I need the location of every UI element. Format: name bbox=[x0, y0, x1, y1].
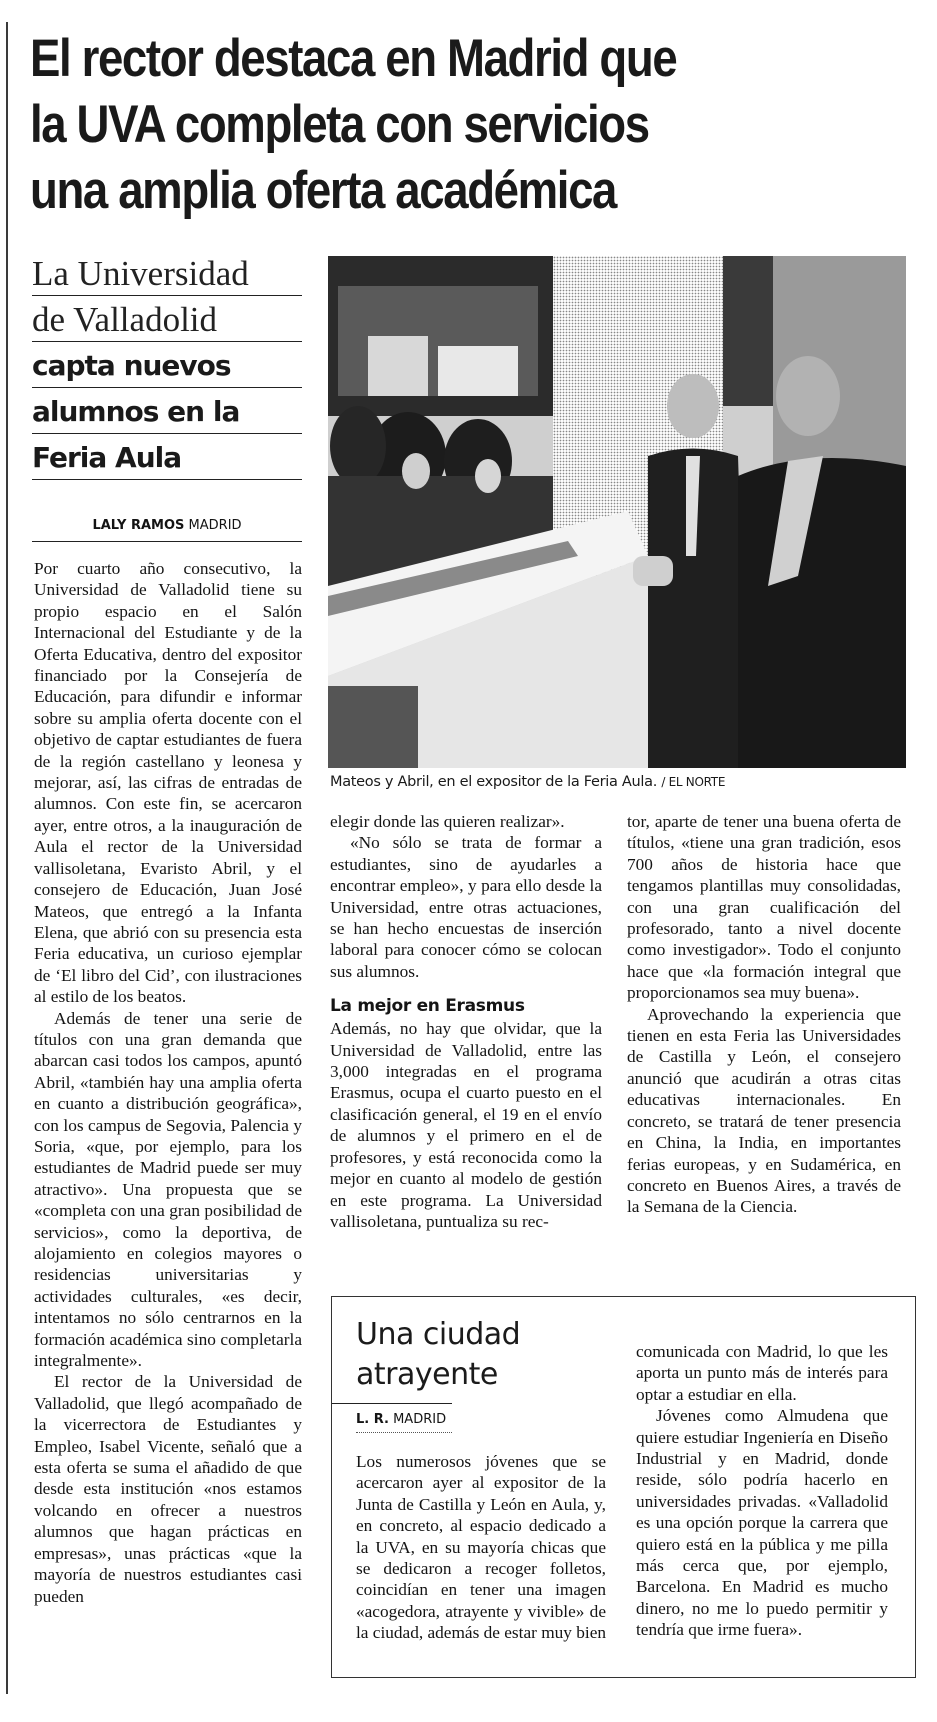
headline-line-1: El rector destaca en Madrid que bbox=[30, 29, 677, 88]
headline bbox=[30, 26, 804, 224]
paragraph: El rector de la Universidad de Valladolid, que llegó acompañado de la vicerrectora de Estudiantes y Empleo, Isabel Vicente, señaló que a esta oferta se suma el añadido de que desde esta institución «nos estamos volcando en ofrecer a nuestros alumnos que hagan prácticas en empresas», unas prácticas «que la mayoría de nuestros estudiantes casi pueden bbox=[34, 1372, 302, 1606]
deck-line: alumnos en la bbox=[32, 388, 302, 434]
paragraph: Además, no hay que olvidar, que la Universidad de Valladolid, entre las 3,000 integradas en el programa Erasmus, ocupa el cuarto puesto en el clasificación general, el 19 en el envío de alumnos y el primero en el de profesores, y está reconocida como la mejor en cuanto al modelo de gestión en este programa. La Universidad vallisoletana, puntualiza su rec- bbox=[330, 1019, 602, 1231]
paragraph: Jóvenes como Almudena que quiere estudiar Ingeniería en Diseño Industrial y en Madrid, donde reside, sólo podría hacerlo en universidades privadas. «Valladolid es una opción porque la carrera que quiero está en la pública y me pilla más cerca que, por ejemplo, Barcelona. En Madrid es mucho dinero, no me lo puedo permitir y tendría que irme fuera». bbox=[636, 1406, 888, 1640]
paragraph: Por cuarto año consecutivo, la Universidad de Valladolid tiene su propio espacio en el Salón Internacional del Estudiante y de la Oferta Educativa, dentro del expositor financiado por la Consejería de Educación, para difundir e informar sobre su amplia oferta docente con el objetivo de captar estudiantes de fuera de la región castellano y leonesa y mejorar, así, las cifras de entradas de alumnos. Con este fin, se acercaron ayer, entre otros, a la inauguración de Aula el rector de la Universidad vallisoletana, Evaristo Abril, y el consejero de Educación, Juan José Mateos, que entregó a la Infanta Elena, que abrió con su presencia esta Feria educativa, un curioso ejemplar de ‘El libro del Cid’, con ilustraciones al estilo de los beatos. bbox=[34, 559, 302, 1007]
photo-caption bbox=[330, 774, 930, 790]
byline-author: LALY RAMOS bbox=[92, 518, 185, 533]
sidebar-rule bbox=[332, 1403, 452, 1404]
left-column-rule bbox=[6, 22, 8, 1694]
sidebar-byline bbox=[356, 1408, 452, 1433]
section-subhead: La mejor en Erasmus bbox=[330, 996, 525, 1017]
byline-location: MADRID bbox=[188, 518, 242, 533]
paragraph: tor, aparte de tener una buena oferta de títulos, «tiene una gran tradición, esos 700 años de historia hace que tengamos plantillas muy consolidadas, con una gran cualificación del profesorado, tanto a nivel docente como investigador». Todo el conjunto hace que «la formación integral que proporcionamos sea muy buena». bbox=[627, 812, 901, 1003]
paragraph: Aprovechando la experiencia que tienen en esta Feria las Universidades de Castilla y León, el consejero anunció que acudirán a otras citas educativas internacionales. En concreto, se tratará de tener presencia en China, la India, en importantes ferias europeas, y en Sudamérica, en concreto en Buenos Aires, a través de la Semana de la Ciencia. bbox=[627, 1004, 901, 1217]
deck-line: La Universidad bbox=[32, 250, 302, 296]
article-column-1 bbox=[34, 558, 302, 1607]
sidebar-title-line: atrayente bbox=[356, 1357, 498, 1392]
caption-text: Mateos y Abril, en el expositor de la Feria Aula. bbox=[330, 774, 658, 790]
sidebar-byline-location: MADRID bbox=[393, 1412, 447, 1427]
article-column-2 bbox=[330, 811, 602, 1232]
byline bbox=[32, 511, 302, 542]
sidebar-byline-author: L. R. bbox=[356, 1412, 389, 1427]
photo-credit: / EL NORTE bbox=[661, 775, 726, 789]
paragraph: comunicada con Madrid, lo que les aporta un punto más de interés para optar a estudiar en ella. bbox=[636, 1342, 888, 1404]
paragraph: «No sólo se trata de formar a estudiantes, sino de ayudarles a encontrar empleo», y para ello desde la Universidad, entre otras actuaciones, se han hecho encuestas de inserción laboral para conocer cómo se colocan sus alumnos. bbox=[330, 833, 602, 981]
sidebar-title bbox=[356, 1315, 520, 1395]
paragraph: Además de tener una serie de títulos con una gran demanda que abarcan casi todos los campos, apuntó Abril, «también hay una amplia oferta en cuanto a distribución geográfica», con los campus de Segovia, Palencia y Soria, «que, por ejemplo, para los estudiantes de Madrid puede ser muy atractivo». Una propuesta que se «completa con una gran posibilidad de servicios», como la deportiva, de alojamiento en colegios mayores o residencias universitarias y actividades culturales, «es decir, intentamos no sólo centrarnos en la formación académica sino completarla integralmente». bbox=[34, 1008, 302, 1371]
paragraph: Los numerosos jóvenes que se acercaron ayer al expositor de la Junta de Castilla y León en Aula, y, en concreto, al espacio dedicado a la UVA, en su mayoría chicas que se dedicaron a recoger folletos, coincidían en tener una imagen «acogedora, atrayente y vivible» de la ciudad, además de estar muy bien bbox=[356, 1452, 607, 1643]
news-photo bbox=[328, 256, 906, 768]
deck-line: Feria Aula bbox=[32, 434, 302, 480]
photo-illustration bbox=[328, 256, 906, 768]
deck-line: de Valladolid bbox=[32, 296, 302, 342]
sidebar-title-line: Una ciudad bbox=[356, 1317, 521, 1352]
sidebar-column-2 bbox=[636, 1341, 888, 1641]
sidebar-column-1 bbox=[356, 1451, 606, 1644]
article-column-3 bbox=[627, 811, 901, 1218]
deck-line: capta nuevos bbox=[32, 342, 302, 388]
headline-line-3: una amplia oferta académica bbox=[30, 161, 617, 220]
paragraph: elegir donde las quieren realizar». bbox=[330, 812, 565, 831]
sidebar-box bbox=[331, 1296, 916, 1678]
headline-line-2: la UVA completa con servicios bbox=[30, 95, 649, 154]
subheadline-deck bbox=[32, 250, 302, 480]
